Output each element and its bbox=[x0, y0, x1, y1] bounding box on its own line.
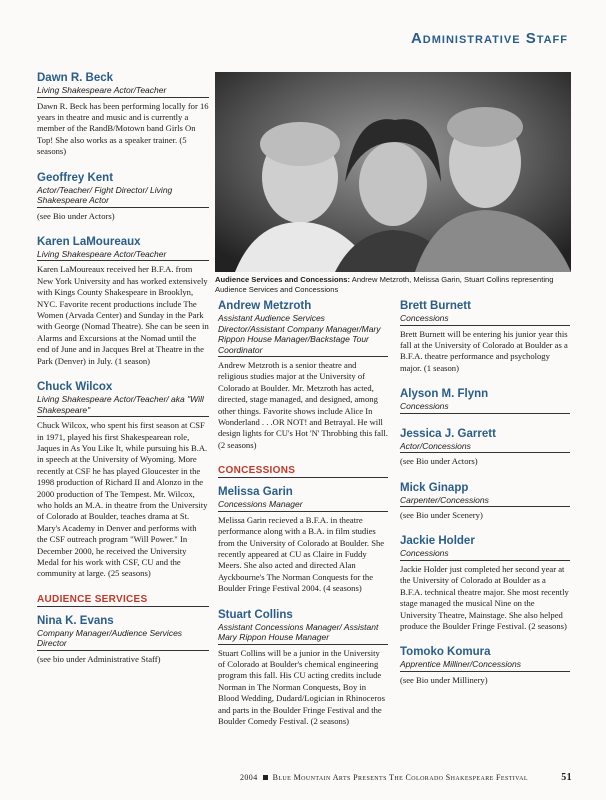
staff-entry bbox=[400, 300, 570, 374]
staff-bio: Andrew Metzroth is a senior theatre and religious studies major at the University of Colorado at Boulder. Mr. Metzroth has acted, directed, stage managed, and designed, among other things. Favorite shows include Alice In Wonderland . . .OR NOT! and Betrayal. He will design lights for CU's Hot 'N' Throbbing this fall. (2 seasons) bbox=[218, 360, 388, 450]
staff-role: Actor/Concessions bbox=[400, 441, 570, 454]
staff-name: Andrew Metzroth bbox=[218, 300, 312, 312]
staff-bio: Stuart Collins will be a junior in the University of Colorado at Boulder's chemical engineering program this fall. His CU acting credits include Norman in The Norman Conquests, Boy in Blood Wedding, Dudard/Logician in Rhinoceros and parts in the Boulder Fringe Festival and the Boulder Comedy Festival. (2 seasons) bbox=[218, 647, 385, 727]
staff-role: Assistant Concessions Manager/ Assistant Mary Rippon House Manager bbox=[218, 622, 388, 645]
staff-role: Concessions Manager bbox=[218, 499, 388, 512]
staff-entry bbox=[400, 428, 570, 468]
caption-label: Audience Services and Concessions: bbox=[215, 275, 351, 284]
page-title: Administrative Staff bbox=[410, 30, 568, 47]
staff-role: Concessions bbox=[400, 548, 570, 561]
staff-entry bbox=[400, 646, 570, 686]
staff-name: Chuck Wilcox bbox=[37, 381, 113, 394]
staff-bio: Jackie Holder just completed her second year at the University of Colorado at Boulder as a B.F.A. technical theatre major. She most recently stage managed the musical Nine on the University Theatre, Mainstage. She also helped produce the Boulder Fringe Festival. (2 seasons) bbox=[400, 563, 569, 631]
staff-name: Nina K. Evans bbox=[37, 614, 114, 627]
staff-role: Living Shakespeare Actor/Teacher/ aka "Will Shakespeare" bbox=[37, 394, 209, 417]
staff-name: Stuart Collins bbox=[218, 608, 293, 621]
staff-name: Tomoko Komura bbox=[400, 646, 491, 659]
section-heading-concessions: CONCESSIONS bbox=[218, 465, 388, 478]
staff-name: Karen LaMoureaux bbox=[37, 235, 141, 248]
staff-entry bbox=[400, 535, 570, 632]
staff-bio: (see Bio under Scenery) bbox=[400, 510, 483, 521]
staff-entry bbox=[218, 609, 388, 728]
staff-entry bbox=[37, 615, 209, 665]
page-footer bbox=[240, 772, 572, 783]
staff-role: Concessions bbox=[400, 401, 570, 414]
staff-entry bbox=[400, 388, 570, 414]
staff-role: Carpenter/Concessions bbox=[400, 495, 570, 508]
staff-photo bbox=[215, 72, 571, 272]
staff-name: Geoffrey Kent bbox=[37, 171, 114, 184]
staff-role: Company Manager/Audience Services Director bbox=[37, 628, 209, 651]
staff-bio: Chuck Wilcox, who spent his first season at CSF in 1971, played his first Shakespearean role, Jaques in As You Like It, while pursuing his B.A. in speech at the University of Wyoming. More recently at CSF he has played Gloucester in the 1998 production of Richard II and Alonzo in the 2000 production of The Tempest. Mr. Wilcox, who holds an M.A. in theatre from the University of Colorado at Boulder, teaches drama at St. Mary's Academy in Denver and performs with the CSF outreach program "Will Power." In December 2000, he received the University Medal for his work with CSF, CU and the community at large. (25 seasons) bbox=[37, 420, 208, 579]
staff-role: Living Shakespeare Actor/Teacher bbox=[37, 85, 209, 98]
staff-bio: Melissa Garin recieved a B.F.A. in theatre performance along with a B.A. in film studies from the University of Colorado at Boulder. She recently appeared at CU as Claire in Fuddy Meers. She also acted and directed Alan Ayckbourne's The Norman Conquests for the Boulder Fringe Festival 2004. (4 seasons) bbox=[218, 514, 385, 594]
staff-bio: Dawn R. Beck has been performing locally for 16 years in theatre and music and is currently a member of the RandB/Motown band Girls On Top! She also works as a speaker trainer. (5 seasons) bbox=[37, 100, 209, 157]
staff-bio: (see Bio under Millinery) bbox=[400, 674, 488, 685]
staff-entry bbox=[218, 486, 388, 594]
square-bullet-icon bbox=[263, 775, 268, 780]
staff-role: Actor/Teacher/ Fight Director/ Living Shakespeare Actor bbox=[37, 185, 209, 208]
caption-text: Andrew Metzroth, Melissa Garin, Stuart Collins representing Audience Services and Concessions bbox=[215, 275, 554, 294]
staff-bio: Brett Burnett will be entering his junior year this fall at the University of Colorado at Boulder as a B.F.A. theatre performance and psychology major. (1 season) bbox=[400, 328, 568, 373]
page-number: 51 bbox=[561, 772, 572, 783]
footer-year: 2004 bbox=[240, 773, 258, 782]
staff-name: Brett Burnett bbox=[400, 300, 471, 312]
left-column bbox=[37, 72, 209, 679]
staff-name: Mick Ginapp bbox=[400, 481, 469, 494]
staff-name: Jessica J. Garrett bbox=[400, 427, 496, 440]
photo-illustration bbox=[215, 72, 571, 272]
staff-role: Concessions bbox=[400, 313, 570, 326]
staff-bio: (see Bio under Actors) bbox=[37, 210, 115, 221]
footer-text: Blue Mountain Arts Presents The Colorado Shakespeare Festival bbox=[272, 773, 528, 782]
staff-bio: Karen LaMoureaux received her B.F.A. from New York University and has worked extensively with Kings County Shakespeare in Brooklyn, NYC. Favorite recent productions include The Women (Arvada Center) and Sunday in the Park with George (Nomad Theatre). She can be seen in Alarms and Excursions at the Nomad until the end of June and in Jacques Brel at Theatre in the Park (Denver) in July. (1 season) bbox=[37, 264, 209, 366]
person-middle bbox=[359, 142, 427, 226]
staff-name: Jackie Holder bbox=[400, 535, 475, 548]
staff-name: Melissa Garin bbox=[218, 486, 293, 499]
photo-caption bbox=[215, 275, 571, 294]
staff-entry bbox=[218, 300, 388, 451]
staff-entry bbox=[37, 72, 209, 158]
staff-bio: (see Bio under Actors) bbox=[400, 456, 478, 467]
staff-entry bbox=[37, 172, 209, 222]
staff-entry bbox=[400, 482, 570, 522]
staff-role: Assistant Audience Services Director/Assistant Company Manager/Mary Rippon House Manager/Backstage Tour Coordinator bbox=[218, 313, 388, 357]
staff-role: Living Shakespeare Actor/Teacher bbox=[37, 249, 209, 262]
staff-bio: (see bio under Administrative Staff) bbox=[37, 653, 161, 664]
staff-role: Apprentice Milliner/Concessions bbox=[400, 659, 570, 672]
middle-column bbox=[218, 300, 388, 741]
staff-name: Alyson M. Flynn bbox=[400, 388, 489, 401]
section-heading-audience-services: AUDIENCE SERVICES bbox=[37, 594, 209, 607]
right-column bbox=[400, 300, 570, 700]
staff-name: Dawn R. Beck bbox=[37, 72, 114, 84]
staff-entry bbox=[37, 236, 209, 367]
staff-entry bbox=[37, 381, 209, 580]
